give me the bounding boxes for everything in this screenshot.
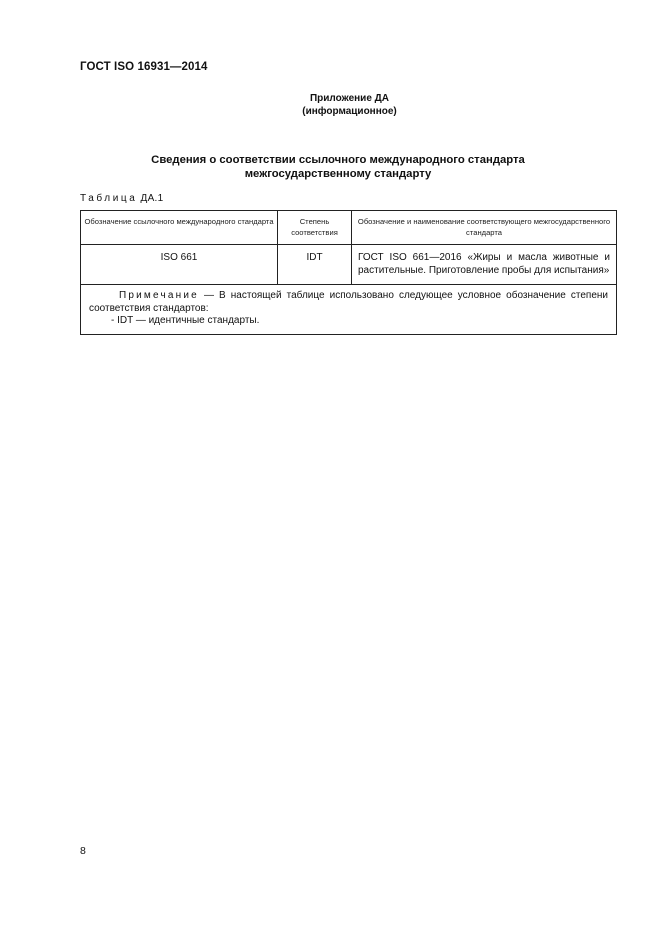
column-header-designation: Обозначение и наименование соответствующего межгосударственного стандарта [352,211,617,245]
note-paragraph [89,290,608,315]
cell-reference: ISO 661 [81,245,278,285]
cell-designation: ГОСТ ISO 661—2016 «Жиры и масла животные и растительные. Приготовление пробы для испытания» [352,245,617,285]
note-text: — В настоящей таблице использовано следующее условное обозначение степени соответствия стандартов: [89,290,608,314]
column-header-reference: Обозначение ссылочного международного стандарта [81,211,278,245]
page-number: 8 [80,845,86,857]
appendix-title: Приложение ДА [309,93,390,104]
table-caption [80,193,164,204]
column-header-degree: Степень соответствия [278,211,352,245]
table-row [81,245,617,285]
table-caption-label: Таблица [80,193,138,204]
appendix-subtitle: (информационное) [302,106,397,117]
section-title-line-2: межгосударственному стандарту [244,168,432,180]
section-title-line-1: Сведения о соответствии ссылочного международного стандарта [151,154,525,166]
note-item: - IDT — идентичные стандарты. [111,315,260,326]
table-note-row [81,285,617,335]
appendix-heading [0,92,661,118]
correspondence-table [80,210,617,335]
table-header-row [81,211,617,245]
note-label: Примечание [119,290,199,301]
cell-degree: IDT [278,245,352,285]
document-code: ГОСТ ISO 16931—2014 [80,61,208,73]
section-title [80,153,596,181]
table-note [81,285,617,335]
table-caption-number: ДА.1 [140,193,164,204]
